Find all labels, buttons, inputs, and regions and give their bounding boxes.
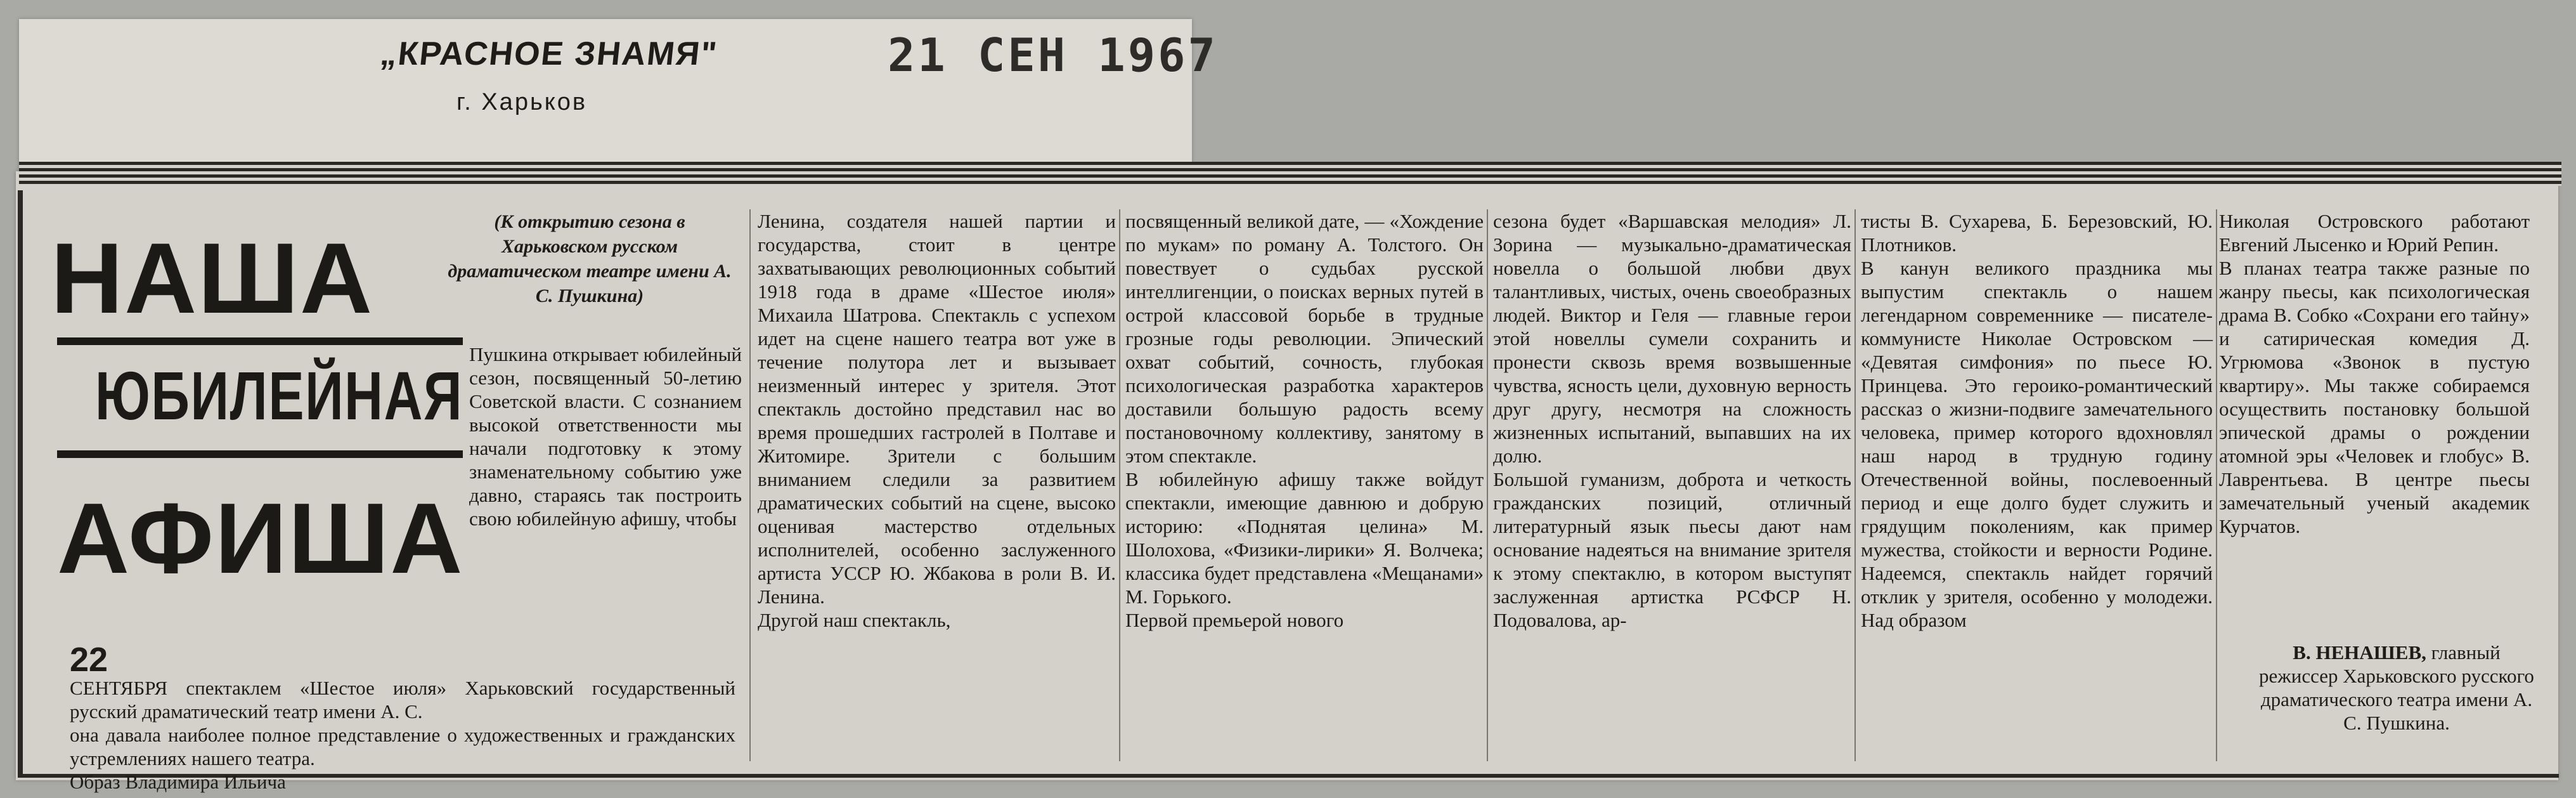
column-divider	[2216, 209, 2217, 761]
dateline-text: СЕНТЯБРЯ спектаклем «Шестое июля» Харьковский государственный русский драматический театр имени А. С.	[70, 677, 735, 723]
column-divider	[1119, 209, 1120, 761]
masthead-rule	[19, 162, 2561, 186]
author-name: В. НЕНАШЕВ,	[2293, 641, 2426, 664]
headline-line-1: НАША	[51, 223, 374, 334]
lead-paragraph: Пушкина открывает юбилейный сезон, посвященный 50-летию Советской власти. С сознанием высокой ответственности мы начали подготовку к этому знаменательному событию уже давно, стараясь так построить свою юбилейную афишу, чтобы	[469, 343, 742, 530]
article-column-4: тисты В. Сухарева, Б. Березовский, Ю. Плотников. В канун великого праздника мы выпустим спектакль о нашем легендарном современнике — писателе-коммунисте Николае Островском — «Девятая симфония» по пьесе Ю. Принцева. Это героико-романтический рассказ о жизни-подвиге замечательного человека, пример которого вдохновлял наш народ в трудную годину Отечественной войны, послевоенный период и еще долго будет служить и грядущим поколениям, как пример мужества, стойкости и верности Родине. Надеемся, спектакль найдет горячий отклик у зрителя, особенно у молодежи. Над образом	[1861, 210, 2213, 631]
headline-rule	[57, 450, 463, 458]
article-column-2: посвященный великой дате, — «Хождение по мукам» по роману А. Толстого. Он повествует о судьбах русской интеллигенции, о поисках верных путей в острой классовой борьбе в трудные грозные годы революции. Эпический охват событий, сочность, глубокая психологическая разработка характеров доставили большую радость всему постановочному коллективу, занятому в этом спектакле. В юбилейную афишу также войдут спектакли, имеющие давнюю и добрую историю: «Поднятая целина» М. Шолохова, «Физики-лирики» Я. Волчека; классика будет представлена «Мещанами» М. Горького. Первой премьерой нового	[1125, 210, 1484, 631]
article-column-1: Ленина, создателя нашей партии и государства, стоит в центре захватывающих революционных событий 1918 года в драме «Шестое июля» Михаила Шатрова. Спектакль с успехом идет на сцене нашего театра вот уже в течение полутора лет и вызывает неизменный интерес у зрителя. Этот спектакль достойно представил нас во время прошедших гастролей в Полтаве и Житомире. Зрители с большим вниманием следили за развитием драматических событий на сцене, высоко оценивая мастерство отдельных исполнителей, особенно заслуженного артиста УССР Ю. Жбакова в роли В. И. Ленина. Другой наш спектакль,	[758, 210, 1116, 631]
headline-line-2: ЮБИЛЕЙНАЯ	[95, 357, 463, 434]
article-column-3: сезона будет «Варшавская мелодия» Л. Зорина — музыкально-драматическая новелла о большой любви двух талантливых, чистых, очень своеобразных людей. Виктор и Геля — главные герои этой новеллы сумели сохранить и пронести сквозь время возвышенные чувства, ясность цели, духовную верность друг другу, несмотря на сложность жизненных испытаний, выпавших на их долю. Большой гуманизм, доброта и четкость гражданских позиций, отличный литературный язык пьесы дают нам основание надеяться на внимание зрителя к этому спектаклю, в котором выступят заслуженная артистка РСФСР Н. Подовалова, ар-	[1493, 210, 1851, 631]
headline-rule	[57, 337, 463, 345]
dateline-day: 22	[70, 641, 108, 679]
date-stamp: 21 СЕН 1967	[888, 29, 1218, 82]
dateline-paragraph	[70, 625, 735, 794]
signature	[2257, 641, 2536, 735]
subheading: (К открытию сезона в Харьковском русском драматическом театре имени А. С. Пушкина)	[448, 211, 732, 306]
headline-line-3: АФИША	[57, 483, 464, 594]
author-title: главный режиссер Харьковского русского драматического театра имени А. С. Пушкина.	[2259, 641, 2534, 734]
city-stamp: г. Харьков	[456, 89, 588, 115]
article-column-5: Николая Островского работают Евгений Лысенко и Юрий Репин. В планах театра также разные по жанру пьесы, как психологическая драма В. Собко «Сохрани его тайну» и сатирическая комедия Д. Угрюмова «Звонок в пустую квартиру». Мы также собираемся осуществить постановку большой эпической драмы о рождении атомной эры «Человек и глобус» В. Лаврентьева. В центре пьесы замечательный ученый академик Курчатов.	[2219, 210, 2530, 537]
dateline-continuation: она давала наиболее полное представление о художественных и гражданских устремлениях нашего театра. Образ Владимира Ильича	[70, 724, 735, 793]
column-divider	[749, 209, 751, 761]
column-divider	[1487, 209, 1488, 761]
column-divider	[1854, 209, 1856, 761]
newspaper-name-stamp: „КРАСНОЕ ЗНАМЯ"	[378, 36, 720, 72]
